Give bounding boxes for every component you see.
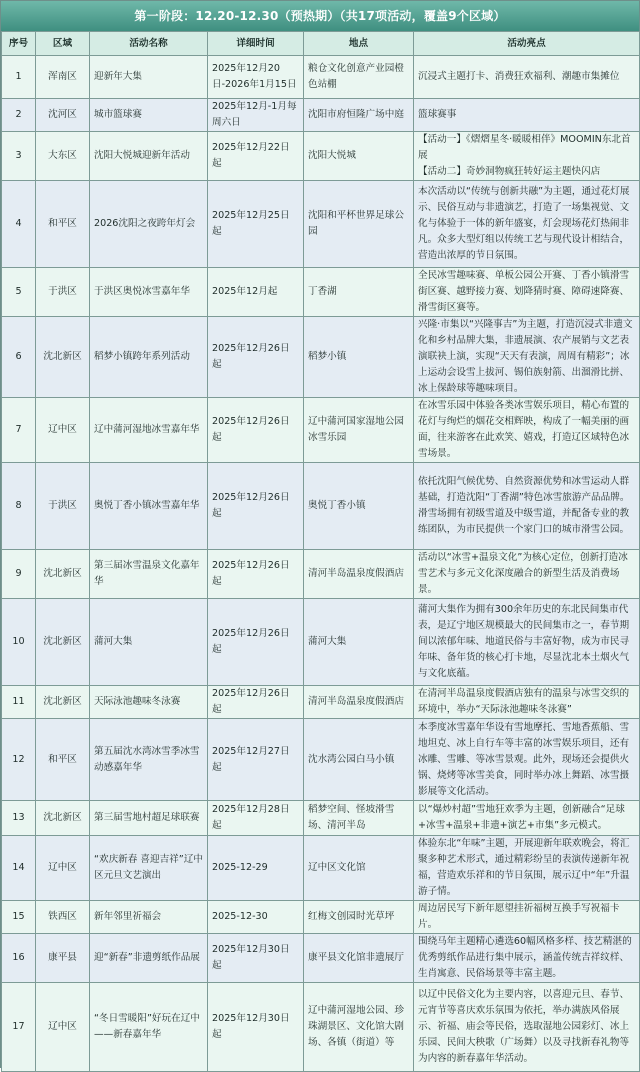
- cell-name: 新年邻里祈福会: [90, 901, 208, 934]
- table-row: [2, 181, 640, 268]
- table-row: [2, 836, 640, 901]
- table-row: [2, 599, 640, 686]
- cell-highlight: 依托沈阳气候优势、自然资源优势和冰雪运动人群基础，打造沈阳“丁香湖”特色冰雪旅游产品品牌。滑雪场拥有初级雪道及中级雪道，并配备专业的教练团队，为市民提供一个家门口的城市滑雪公园。: [414, 463, 640, 550]
- cell-name: 沈阳大悦城迎新年活动: [90, 132, 208, 181]
- cell-no: 15: [2, 901, 36, 934]
- cell-name: 第三届雪地村超足球联赛: [90, 801, 208, 836]
- cell-name: 第五届沈水湾冰雪季冰雪动感嘉年华: [90, 719, 208, 801]
- table-row: [2, 801, 640, 836]
- table-row: [2, 132, 640, 181]
- cell-name: 辽中蒲河湿地冰雪嘉年华: [90, 398, 208, 463]
- cell-place: 稻梦小镇: [304, 317, 414, 398]
- cell-time: 2025年12月30日起: [208, 983, 304, 1072]
- cell-time: 2025年12月26日起: [208, 398, 304, 463]
- table-row: [2, 56, 640, 99]
- cell-highlight: 本季度冰雪嘉年华设有雪地摩托、雪地香蕉船、雪地坦克、冰上自行车等丰富的冰雪娱乐项目，还有冰雕、雪雕、等冰雪景观。此外，现场还会提供火锅、烧烤等冰雪美食，同时举办冰上舞蹈、冰雪摄影展等文化活动。: [414, 719, 640, 801]
- cell-district: 沈北新区: [36, 317, 90, 398]
- cell-highlight: 篮球赛事: [414, 99, 640, 132]
- cell-highlight: 体验东北“年味”主题，开展迎新年联欢晚会，将汇聚多种艺术形式，通过精彩纷呈的表演传递新年祝福，营造欢乐祥和的节日氛围，展示辽中“年”升温游子情。: [414, 836, 640, 901]
- cell-no: 10: [2, 599, 36, 686]
- activity-table: [1, 31, 640, 1072]
- cell-no: 13: [2, 801, 36, 836]
- cell-district: 沈北新区: [36, 550, 90, 599]
- cell-time: 2025年12月26日起: [208, 686, 304, 719]
- cell-name: 奥悦丁香小镇冰雪嘉年华: [90, 463, 208, 550]
- cell-place: 辽中蒲河湿地公园、珍珠湖景区、文化馆大剧场、各镇（街道）等: [304, 983, 414, 1072]
- table-row: [2, 463, 640, 550]
- cell-time: 2025年12月27日起: [208, 719, 304, 801]
- cell-place: 粮仓文化创意产业园橙色站棚: [304, 56, 414, 99]
- table-row: [2, 983, 640, 1072]
- cell-time: 2025年12月26日起: [208, 550, 304, 599]
- cell-place: 沈阳和平杯世界足球公园: [304, 181, 414, 268]
- cell-district: 辽中区: [36, 836, 90, 901]
- cell-place: 辽中区文化馆: [304, 836, 414, 901]
- cell-name: 天际泳池趣味冬泳赛: [90, 686, 208, 719]
- cell-no: 4: [2, 181, 36, 268]
- cell-highlight: 全民冰雪趣味赛、单板公园公开赛、丁香小镇滑雪街区赛、越野接力赛、划降猜时赛、障碍速降赛、滑雪街区赛等。: [414, 268, 640, 317]
- cell-district: 沈河区: [36, 99, 90, 132]
- cell-place: 清河半岛温泉度假酒店: [304, 686, 414, 719]
- cell-highlight: 本次活动以“传统与创新共融”为主题，通过花灯展示、民俗互动与非遗演艺，打造了一场集视觉、文化与体验于一体的新年盛宴，灯会现场花灯热闹非凡。众多大型灯组以传统工艺与现代设计相结合，营造出浓厚的节日氛围。: [414, 181, 640, 268]
- cell-time: 2025年12月25日起: [208, 181, 304, 268]
- cell-highlight: 以辽中民俗文化为主要内容，以喜迎元旦、春节、元宵节等喜庆欢乐氛围为依托，举办满族风俗展示、祈福、庙会等民俗，选取湿地公园彩灯、冰上乐园、民间大秧歌（广场舞）以及寻找新春礼物等为内容的新春嘉年华活动。: [414, 983, 640, 1072]
- cell-time: 2025年12月26日起: [208, 317, 304, 398]
- cell-time: 2025年12月30日起: [208, 934, 304, 983]
- cell-name: 蒲河大集: [90, 599, 208, 686]
- cell-no: 17: [2, 983, 36, 1072]
- cell-time: 2025年12月26日起: [208, 463, 304, 550]
- cell-place: 沈阳大悦城: [304, 132, 414, 181]
- cell-no: 9: [2, 550, 36, 599]
- cell-name: “冬日雪暖阳”好玩在辽中——新春嘉年华: [90, 983, 208, 1072]
- cell-district: 和平区: [36, 719, 90, 801]
- header-highlight: 活动亮点: [414, 32, 640, 56]
- cell-district: 大东区: [36, 132, 90, 181]
- cell-name: 2026沈阳之夜跨年灯会: [90, 181, 208, 268]
- cell-highlight: 活动以“冰雪+温泉文化”为核心定位，创新打造冰雪艺术与多元文化深度融合的新型生活及消费场景。: [414, 550, 640, 599]
- cell-highlight: 围绕马年主题精心遴选60幅风格多样、技艺精湛的优秀剪纸作品进行集中展示，涵盖传统吉祥纹样、生肖寓意、民俗场景等丰富主题。: [414, 934, 640, 983]
- cell-district: 沈北新区: [36, 686, 90, 719]
- cell-name: 城市篮球赛: [90, 99, 208, 132]
- cell-district: 于洪区: [36, 268, 90, 317]
- cell-district: 沈北新区: [36, 599, 90, 686]
- cell-no: 7: [2, 398, 36, 463]
- cell-highlight: 在冰雪乐园中体验各类冰雪娱乐项目，精心布置的花灯与绚烂的烟花交相辉映，构成了一幅美丽的画面，往来游客在此欢笑、嬉戏，打造辽区域特色冰雪场景。: [414, 398, 640, 463]
- header-time: 详细时间: [208, 32, 304, 56]
- cell-district: 辽中区: [36, 983, 90, 1072]
- cell-no: 8: [2, 463, 36, 550]
- cell-name: 于洪区奥悦冰雪嘉年华: [90, 268, 208, 317]
- header-row: [2, 32, 640, 56]
- cell-district: 于洪区: [36, 463, 90, 550]
- cell-time: 2025年12月起: [208, 268, 304, 317]
- table-row: [2, 901, 640, 934]
- table-row: [2, 719, 640, 801]
- table-row: [2, 550, 640, 599]
- cell-district: 沈北新区: [36, 801, 90, 836]
- cell-name: “欢庆新春 喜迎吉祥”辽中区元旦文艺演出: [90, 836, 208, 901]
- table-row: [2, 686, 640, 719]
- cell-place: 蒲河大集: [304, 599, 414, 686]
- cell-name: 稻梦小镇跨年系列活动: [90, 317, 208, 398]
- table-row: [2, 398, 640, 463]
- table-row: [2, 317, 640, 398]
- table-row: [2, 268, 640, 317]
- cell-name: 迎“新春”非遗剪纸作品展: [90, 934, 208, 983]
- cell-no: 11: [2, 686, 36, 719]
- cell-place: 辽中蒲河国家湿地公园冰雪乐园: [304, 398, 414, 463]
- cell-no: 16: [2, 934, 36, 983]
- cell-no: 14: [2, 836, 36, 901]
- table-row: [2, 99, 640, 132]
- cell-district: 浑南区: [36, 56, 90, 99]
- table-row: [2, 934, 640, 983]
- cell-district: 康平县: [36, 934, 90, 983]
- header-place: 地点: [304, 32, 414, 56]
- cell-place: 红梅文创园时光草坪: [304, 901, 414, 934]
- header-name: 活动名称: [90, 32, 208, 56]
- cell-time: 2025年12月26日起: [208, 599, 304, 686]
- cell-place: 沈阳市府恒隆广场中庭: [304, 99, 414, 132]
- cell-name: 第三届冰雪温泉文化嘉年华: [90, 550, 208, 599]
- header-no: 序号: [2, 32, 36, 56]
- cell-no: 3: [2, 132, 36, 181]
- cell-district: 和平区: [36, 181, 90, 268]
- cell-name: 迎新年大集: [90, 56, 208, 99]
- cell-no: 2: [2, 99, 36, 132]
- cell-district: 辽中区: [36, 398, 90, 463]
- cell-district: 铁西区: [36, 901, 90, 934]
- cell-place: 奥悦丁香小镇: [304, 463, 414, 550]
- cell-highlight: 兴隆·市集以“兴隆事吉”为主题，打造沉浸式非遗文化和乡村品牌大集，非遗展演、农产展销与文艺表演联袂上演，实现“天天有表演，周周有精彩”；冰上运动会设雪上拔河、锡伯族射箭、出溜滑比拼、冰上保龄球等趣味项目。: [414, 317, 640, 398]
- cell-highlight: 蒲河大集作为拥有300余年历史的东北民间集市代表，是辽宁地区规模最大的民间集市之一，春节期间以浓郁年味、地道民俗与丰富好物，成为市民寻年味、备年货的核心打卡地，尽显沈北本土烟火气与文化底蕴。: [414, 599, 640, 686]
- cell-time: 2025-12-29: [208, 836, 304, 901]
- cell-time: 2025年12月20日-2026年1月15日: [208, 56, 304, 99]
- cell-time: 2025年12月28日起: [208, 801, 304, 836]
- cell-no: 12: [2, 719, 36, 801]
- cell-no: 5: [2, 268, 36, 317]
- table-title: 第一阶段：12.20-12.30（预热期）（共17项活动，覆盖9个区域）: [1, 1, 639, 31]
- cell-time: 2025-12-30: [208, 901, 304, 934]
- cell-time: 2025年12月-1月每周六日: [208, 99, 304, 132]
- cell-place: 清河半岛温泉度假酒店: [304, 550, 414, 599]
- cell-no: 6: [2, 317, 36, 398]
- cell-time: 2025年12月22日起: [208, 132, 304, 181]
- cell-no: 1: [2, 56, 36, 99]
- cell-place: 沈水湾公园白马小镇: [304, 719, 414, 801]
- cell-place: 康平县文化馆非遗展厅: [304, 934, 414, 983]
- cell-highlight: 【活动一】《熠熠星冬·暖暖相伴》MOOMIN东北首展 【活动二】奇妙洞物疯狂转好运主题快闪店: [414, 132, 640, 181]
- cell-highlight: 以“爆炒村超”雪地狂欢季为主题，创新融合“足球+冰雪+温泉+非遗+演艺+市集”多元模式。: [414, 801, 640, 836]
- cell-place: 稻梦空间、怪坡滑雪场、清河半岛: [304, 801, 414, 836]
- header-district: 区域: [36, 32, 90, 56]
- cell-highlight: 在清河半岛温泉度假酒店独有的温泉与冰雪交织的环境中，举办“天际泳池趣味冬泳赛”: [414, 686, 640, 719]
- cell-highlight: 周边居民写下新年愿望挂祈福树互换手写祝福卡片。: [414, 901, 640, 934]
- cell-highlight: 沉浸式主题打卡、消费狂欢福利、潮趣市集摊位: [414, 56, 640, 99]
- cell-place: 丁香湖: [304, 268, 414, 317]
